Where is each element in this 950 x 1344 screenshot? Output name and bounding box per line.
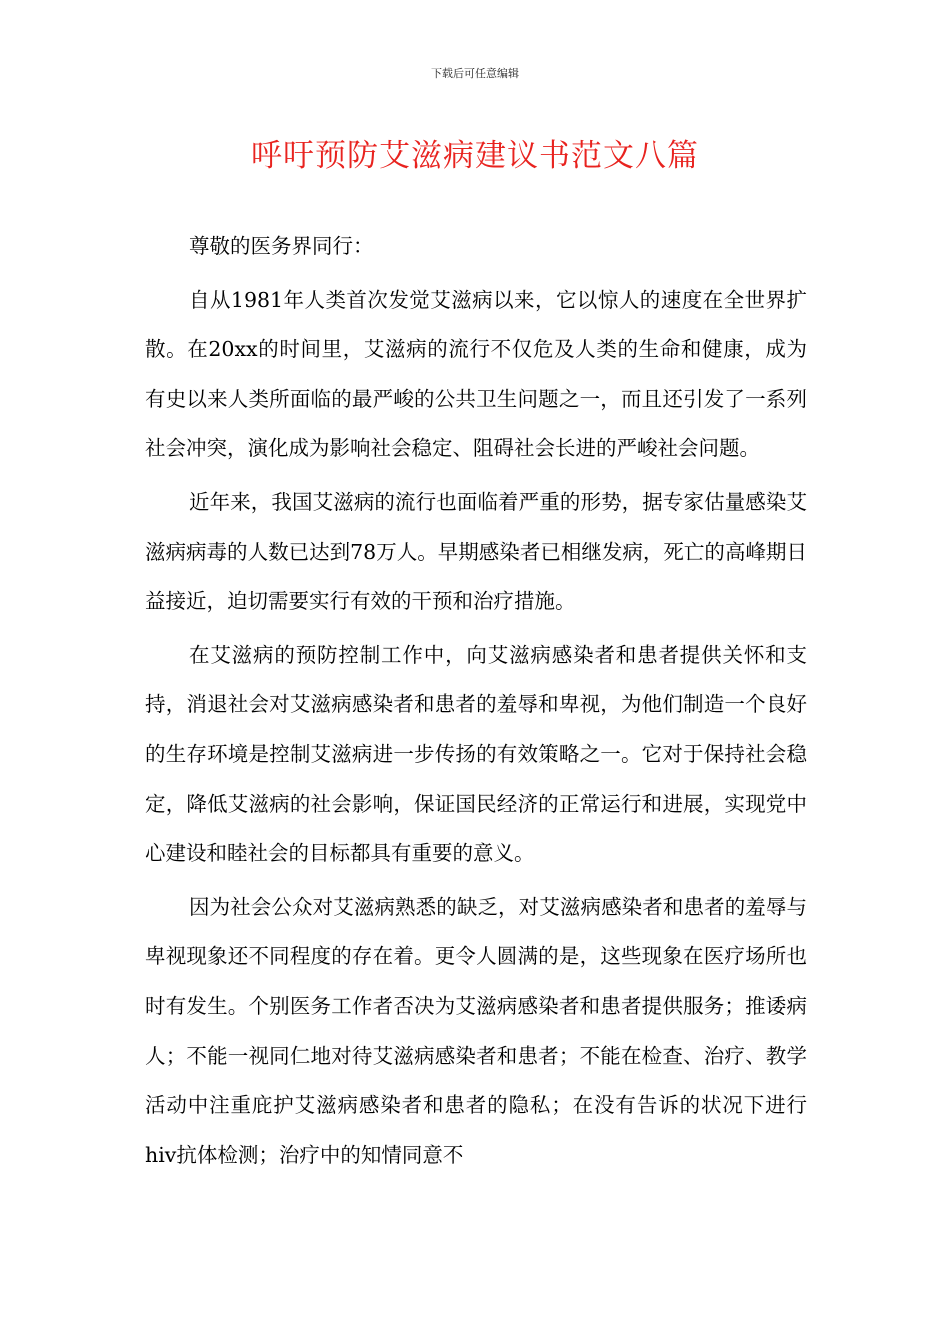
paragraph: 在艾滋病的预防控制工作中，向艾滋病感染者和患者提供关怀和支持，消退社会对艾滋病感染者和患者的羞辱和卑视，为他们制造一个良好的生存环境是控制艾滋病进一步传扬的有效策略之一。它对于保持社会稳定，降低艾滋病的社会影响，保证国民经济的正常运行和进展，实现党中心建设和睦社会的目标都具有重要的意义。 (145, 642, 807, 866)
paragraph: 因为社会公众对艾滋病熟悉的缺乏，对艾滋病感染者和患者的羞辱与卑视现象还不同程度的存在着。更令人圆满的是，这些现象在医疗场所也时有发生。个别医务工作者否决为艾滋病感染者和患者提供服务；推诿病人；不能一视同仁地对待艾滋病感染者和患者；不能在检查、治疗、教学活动中注重庇护艾滋病感染者和患者的隐私；在没有告诉的状况下进行hiv抗体检测；治疗中的知情同意不 (145, 894, 807, 1167)
paragraph: 自从1981年人类首次发觉艾滋病以来，它以惊人的速度在全世界扩散。在20xx的时间里，艾滋病的流行不仅危及人类的生命和健康，成为有史以来人类所面临的最严峻的公共卫生问题之一，而且还引发了一系列社会冲突，演化成为影响社会稳定、阻碍社会长进的严峻社会问题。 (145, 287, 807, 461)
document-title: 呼吁预防艾滋病建议书范文八篇 (251, 138, 699, 174)
greeting-line: 尊敬的医务界同行： (189, 234, 374, 258)
document-body (145, 222, 807, 1180)
paragraph: 近年来，我国艾滋病的流行也面临着严重的形势，据专家估量感染艾滋病病毒的人数已达到78万人。早期感染者已相继发病，死亡的高峰期日益接近，迫切需要实行有效的干预和治疗措施。 (145, 489, 807, 614)
header-note: 下载后可任意编辑 (431, 67, 519, 80)
